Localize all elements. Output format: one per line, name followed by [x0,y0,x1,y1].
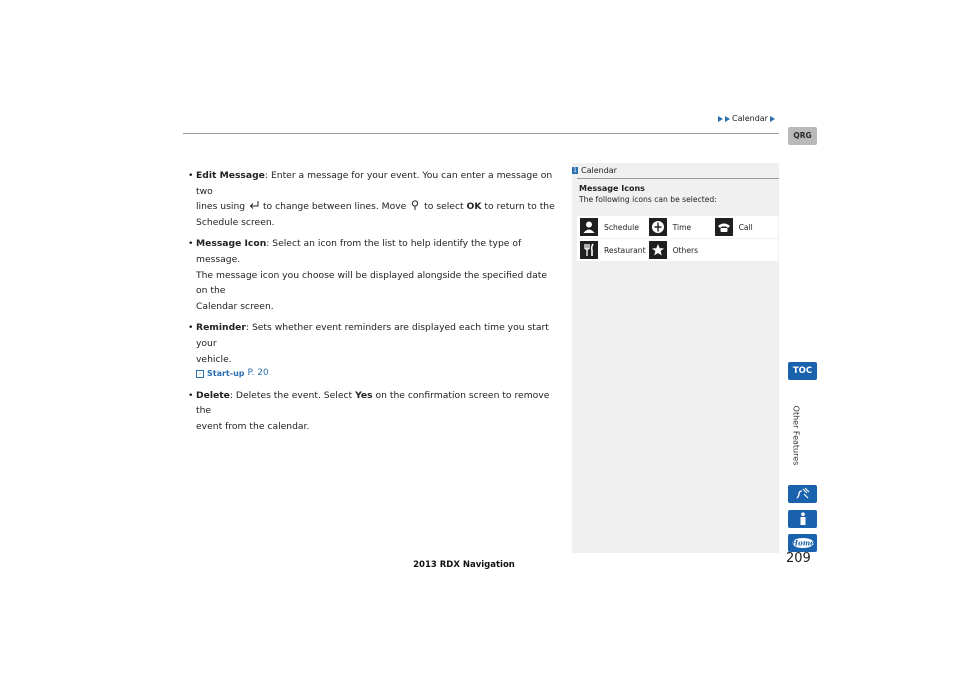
breadcrumb-arrow-icon [725,116,730,122]
edit-message-text: Schedule screen. [196,216,275,228]
sidebar-header [572,166,779,175]
message-icon-text: The message icon you choose will be displayed alongside the specified date on the [196,269,547,297]
note-marker-icon: 1 [573,167,577,174]
reminder-text: : Sets whether event reminders are displayed each time you start your [196,322,549,349]
svg-text:Home: Home [790,538,815,548]
voice-icon [795,487,811,501]
empty-cell [712,239,736,262]
edit-message-text: lines using [196,201,246,213]
sidebar-subtitle: Message Icons [579,184,645,193]
delete-text: : Deletes the event. Select [229,389,353,401]
bullet-reminder: • Reminder: Sets whether event reminders are displayed each time you start your vehicle. [188,322,549,365]
sidebar-title: Calendar [581,166,617,175]
breadcrumb-label[interactable]: Calendar [732,114,768,123]
info-button[interactable] [788,510,817,528]
clock-icon [649,218,667,236]
fork-knife-icon [580,241,598,259]
yes-term: Yes [355,389,373,401]
term-edit-message: Edit Message [196,170,265,181]
bullet-edit-message: • Edit Message: Enter a message for your event. You can enter a message on two lines using to change between lines. Move to select OK to return to the Schedule screen. [188,170,555,228]
bullet-delete: • Delete: Deletes the event. Select Yes on the confirmation screen to remove the event from the calendar. [188,389,550,432]
table-row [577,216,778,239]
icon-label: Others [670,239,712,262]
icon-label: Time [670,216,712,239]
home-icon [791,537,815,549]
person-icon [580,218,598,236]
icon-label: Call [736,216,778,239]
xref-page[interactable]: P. 20 [247,368,269,379]
toc-tab[interactable]: TOC [788,362,817,380]
breadcrumb [718,114,775,123]
icon-label: Restaurant [601,239,646,262]
edit-message-text: to change between lines. Move [262,201,407,213]
sidebar-rule [577,178,779,179]
main-content [188,168,560,441]
header-rule [183,133,779,134]
edit-message-text: : Enter a message for your event. You can enter a message on two [196,170,553,197]
icon-label: Schedule [601,216,646,239]
xref-start-up[interactable] [196,366,560,382]
reference-arrow-icon: › [196,370,204,378]
qrg-tab[interactable]: QRG [788,127,817,145]
joystick-icon [409,200,421,210]
breadcrumb-arrow-icon [770,116,775,122]
sidebar-description: The following icons can be selected: [579,195,717,204]
delete-text: event from the calendar. [196,420,310,432]
delete-text: on the confirmation screen to remove the [196,389,550,417]
enter-arrow-icon [248,200,260,210]
xref-label[interactable]: Start-up [207,369,245,379]
page-number: 209 [786,551,811,566]
voice-command-button[interactable] [788,485,817,503]
home-button[interactable] [788,534,817,552]
message-icons-table [577,216,778,262]
message-icon-text: : Select an icon from the list to help identify the type of message. [196,238,522,265]
info-icon [798,512,808,526]
footer-title: 2013 RDX Navigation [413,560,515,570]
star-icon [649,241,667,259]
reminder-text: vehicle. [196,353,232,365]
message-icon-text: Calendar screen. [196,300,274,312]
term-delete: Delete [196,389,230,401]
ok-term: OK [466,201,482,213]
empty-cell [736,239,778,262]
phone-icon [715,218,733,236]
edit-message-text: to select [424,201,464,213]
term-reminder: Reminder [196,322,246,334]
edit-message-text: to return to the [484,201,555,213]
table-row [577,239,778,262]
bullet-message-icon: • Message Icon: Select an icon from the list to help identify the type of message. The message icon you choose will be displayed alongside the specified date on the Calendar screen. [188,238,547,312]
term-message-icon: Message Icon [196,238,267,250]
footer [0,560,960,570]
section-label: Other Features [791,405,801,466]
breadcrumb-arrow-icon [718,116,723,122]
